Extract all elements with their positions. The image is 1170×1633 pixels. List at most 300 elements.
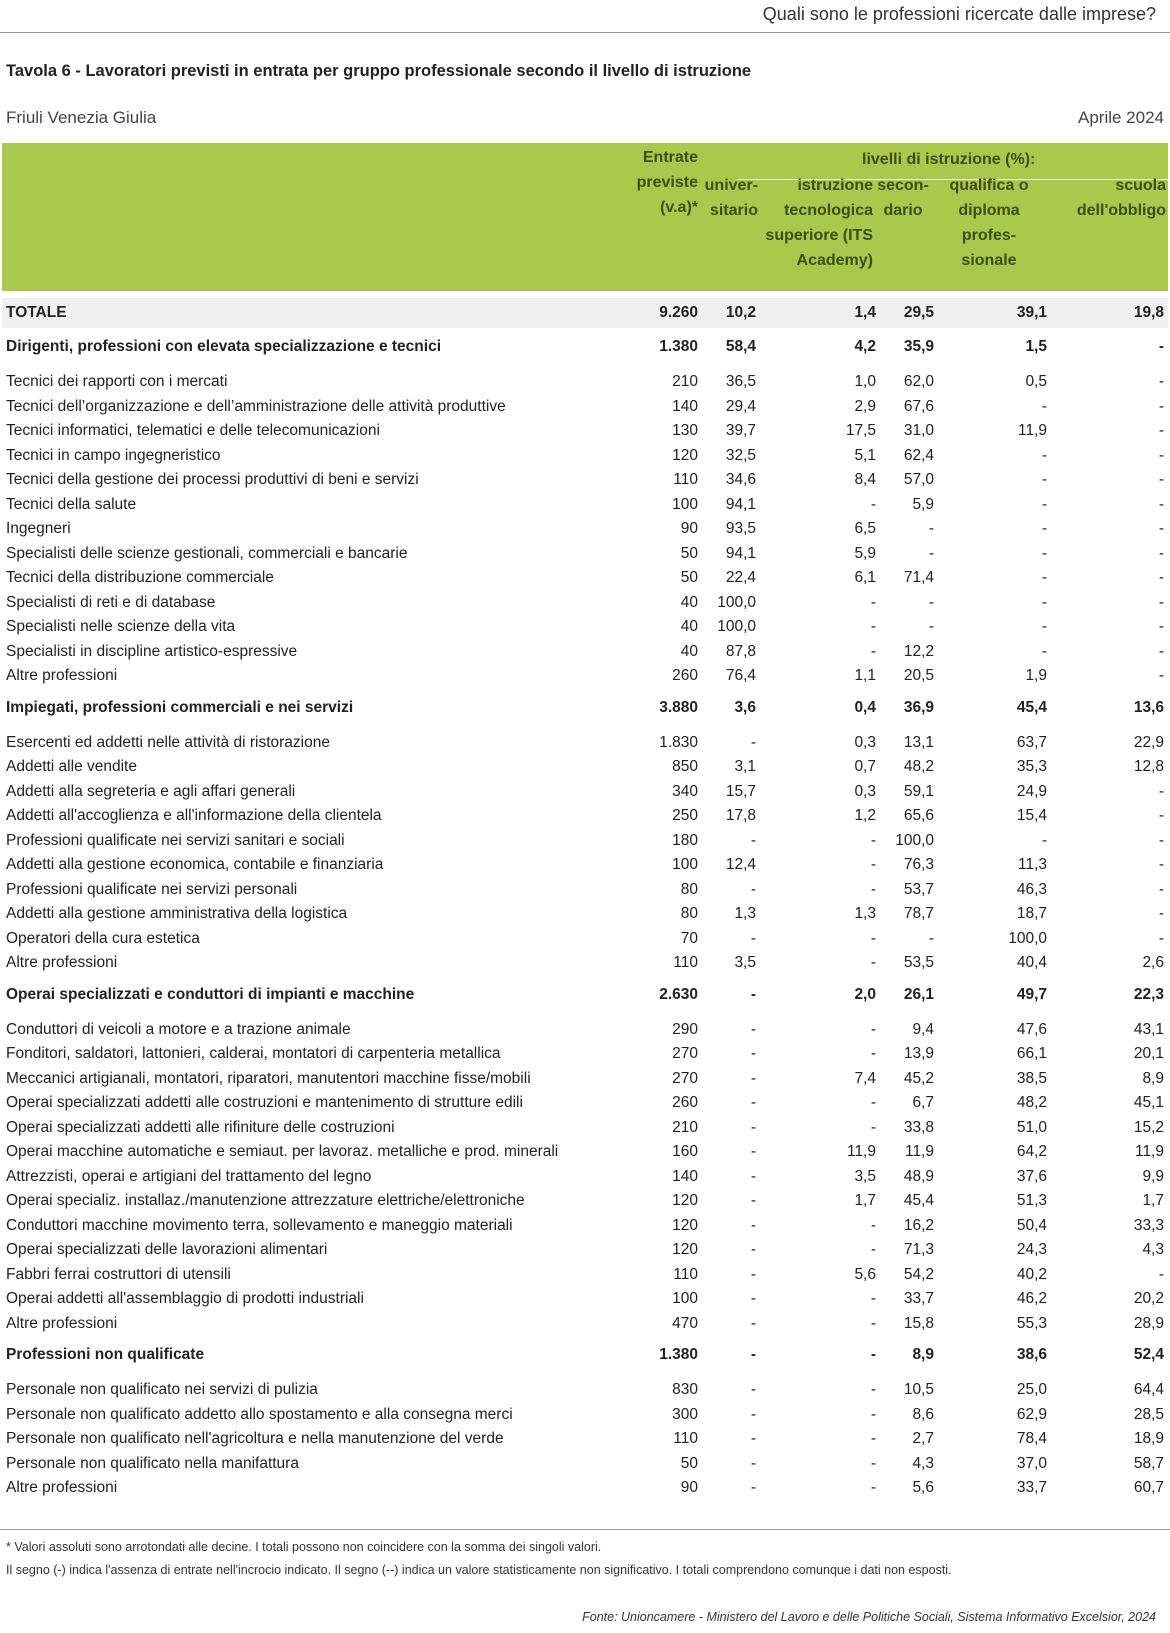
- table-row-value: -: [1158, 544, 1164, 562]
- table-row-value: 94,1: [725, 495, 756, 513]
- table-row-value: 29,4: [725, 397, 756, 415]
- table-row-label: Specialisti delle scienze gestionali, commerciali e bancarie: [6, 544, 408, 562]
- table-row-value: 4,3: [912, 1454, 934, 1472]
- table-row-value: -: [1158, 642, 1164, 660]
- table-row-value: 37,6: [1016, 1167, 1047, 1185]
- table-row-value: -: [1158, 569, 1164, 587]
- table-row-value: 65,6: [903, 807, 934, 825]
- table-row-value: 130: [672, 422, 698, 440]
- table-row-value: 62,0: [903, 373, 934, 391]
- table-row-value: -: [750, 1430, 756, 1448]
- table-row-value: -: [750, 1241, 756, 1259]
- table-row-value: 64,4: [1133, 1381, 1164, 1399]
- table-row-value: -: [1158, 831, 1164, 849]
- table-row-value: -: [750, 1479, 756, 1497]
- table-row-value: 39,7: [725, 422, 756, 440]
- table-row: [2, 1116, 1168, 1141]
- table-row-value: 15,4: [1016, 807, 1047, 825]
- header-obbligo: scuola dell'obbligo: [1076, 177, 1166, 219]
- table-row: [2, 1427, 1168, 1452]
- table-row-value: 5,6: [912, 1479, 934, 1497]
- table-row-value: 6,5: [854, 520, 876, 538]
- table-row-value: 100,0: [1008, 929, 1047, 947]
- table-row-label: Addetti alla segreteria e agli affari generali: [6, 782, 296, 800]
- table-row: [2, 902, 1168, 927]
- table-row-value: 2,6: [1142, 954, 1164, 972]
- group-row: [2, 976, 1168, 1014]
- table-row-value: -: [870, 1430, 876, 1448]
- table-row-value: 160: [672, 1143, 698, 1161]
- table-row-value: 45,1: [1133, 1094, 1164, 1112]
- table-row-value: 22,4: [725, 569, 756, 587]
- table-body: [2, 298, 1168, 1501]
- table-row-label: Tecnici della distribuzione commerciale: [6, 569, 274, 587]
- table-row-value: 5,6: [854, 1265, 876, 1283]
- group-row-value: 2.630: [659, 985, 698, 1003]
- group-row-value: 26,1: [903, 985, 934, 1003]
- group-row-value: 58,4: [725, 338, 756, 355]
- total-row-value: 10,2: [702, 298, 762, 328]
- table-row: [2, 1452, 1168, 1477]
- table-row: [2, 517, 1168, 542]
- table-row: [2, 542, 1168, 567]
- table-row-value: -: [1158, 782, 1164, 800]
- table-row-value: 250: [672, 807, 698, 825]
- table-row-value: 57,0: [903, 471, 934, 489]
- table-row-label: Operai specializzati addetti alle costruzioni e mantenimento di strutture edili: [6, 1094, 523, 1112]
- table-row-label: Fabbri ferrai costruttori di utensili: [6, 1265, 231, 1283]
- table-row-value: -: [750, 1167, 756, 1185]
- table-row-value: -: [1041, 544, 1047, 562]
- table-row-value: 120: [672, 1216, 698, 1234]
- table-row-value: -: [1041, 831, 1047, 849]
- table-row-value: -: [1041, 495, 1047, 513]
- table-row-label: Addetti all'accoglienza e all'informazione della clientela: [6, 807, 382, 825]
- table-row-label: Operatori della cura estetica: [6, 929, 200, 947]
- table-row-value: 53,7: [903, 880, 934, 898]
- table-row-label: Personale non qualificato nell'agricoltura e nella manutenzione del verde: [6, 1430, 504, 1448]
- table-row-value: 48,2: [903, 758, 934, 776]
- table-row-value: 3,5: [734, 954, 756, 972]
- table-row-value: -: [870, 1241, 876, 1259]
- table-row-value: -: [1158, 397, 1164, 415]
- table-row-value: 0,5: [1025, 373, 1047, 391]
- table-row-value: 100,0: [717, 593, 756, 611]
- table-row-value: -: [928, 593, 934, 611]
- table-row-value: 78,4: [1016, 1430, 1047, 1448]
- table-row-value: -: [870, 856, 876, 874]
- table-row-value: 5,1: [854, 446, 876, 464]
- group-row-value: 1.380: [659, 338, 698, 355]
- region-label: Friuli Venezia Giulia: [6, 108, 157, 127]
- group-row-value: 4,2: [854, 338, 876, 355]
- table-row: [2, 804, 1168, 829]
- table-row-value: 0,7: [854, 758, 876, 776]
- table-row-value: 1,1: [854, 667, 876, 685]
- table-row-value: -: [870, 1216, 876, 1234]
- table-row-value: 140: [672, 1167, 698, 1185]
- table-row-value: -: [870, 880, 876, 898]
- table-row-value: -: [1158, 807, 1164, 825]
- table-row-value: 1,9: [1025, 667, 1047, 685]
- table-row-value: -: [870, 1314, 876, 1332]
- table-row: [2, 951, 1168, 976]
- table-row-value: -: [750, 733, 756, 751]
- table-row-value: 5,9: [912, 495, 934, 513]
- table-row-value: 28,5: [1133, 1405, 1164, 1423]
- header-qualifica: qualifica o diploma profes- sionale: [949, 177, 1029, 269]
- table-row-value: 11,9: [904, 1143, 934, 1161]
- table-row-value: -: [1158, 446, 1164, 464]
- table-row-value: 50: [680, 544, 698, 562]
- table-row-value: 0,3: [854, 782, 876, 800]
- table-row-value: 25,0: [1016, 1381, 1047, 1399]
- table-row-value: -: [870, 593, 876, 611]
- table-row-value: 60,7: [1133, 1479, 1164, 1497]
- table-row-value: -: [750, 1045, 756, 1063]
- table-row-value: 93,5: [725, 520, 756, 538]
- table-row-value: -: [870, 642, 876, 660]
- group-row-label: Impiegati, professioni commerciali e nei servizi: [6, 698, 354, 716]
- table-row-value: -: [870, 1118, 876, 1136]
- table-row-value: -: [1158, 856, 1164, 874]
- table-row-value: 90: [680, 520, 698, 538]
- table-row-value: 32,5: [725, 446, 756, 464]
- table-row: [2, 444, 1168, 469]
- table-row-value: 100: [672, 1290, 698, 1308]
- table-row: [2, 395, 1168, 420]
- table-row-value: -: [1041, 593, 1047, 611]
- table-row-value: 67,6: [903, 397, 934, 415]
- table-row-value: 7,4: [854, 1069, 876, 1087]
- table-row-value: 43,1: [1133, 1020, 1164, 1038]
- table-row-value: 55,3: [1016, 1314, 1047, 1332]
- table-row-value: 40: [680, 642, 698, 660]
- group-row-value: 8,9: [912, 1346, 934, 1363]
- table-row-label: Specialisti nelle scienze della vita: [6, 618, 236, 636]
- table-row-value: 16,2: [903, 1216, 934, 1234]
- table-row-label: Operai addetti all'assemblaggio di prodotti industriali: [6, 1290, 364, 1308]
- table-row-value: -: [928, 929, 934, 947]
- table-row-label: Addetti alle vendite: [6, 758, 137, 776]
- table-row-value: 120: [672, 1241, 698, 1259]
- group-row-value: 2,0: [854, 985, 876, 1003]
- table-row-value: 53,5: [903, 954, 934, 972]
- table-row-value: 100,0: [717, 618, 756, 636]
- table-row-value: 35,3: [1016, 758, 1047, 776]
- table-row-value: 6,7: [912, 1094, 934, 1112]
- group-row-value: 22,3: [1133, 985, 1164, 1003]
- table-row-value: 100,0: [895, 831, 934, 849]
- total-row: [2, 298, 1168, 328]
- source-note: Fonte: Unioncamere - Ministero del Lavoro e delle Politiche Sociali, Sistema Informativo Excelsior, 2024: [582, 1610, 1156, 1624]
- table-row: [2, 1476, 1168, 1501]
- table-row-value: -: [1041, 642, 1047, 660]
- table-row-value: -: [870, 1094, 876, 1112]
- table-row-value: -: [870, 954, 876, 972]
- table-row-value: -: [750, 1454, 756, 1472]
- table-row: [2, 927, 1168, 952]
- table-row-value: 45,4: [903, 1192, 934, 1210]
- group-row: [2, 689, 1168, 727]
- table-row: [2, 878, 1168, 903]
- table-row-value: 17,8: [725, 807, 756, 825]
- group-row-value: 49,7: [1016, 985, 1047, 1003]
- total-row-value: 19,8: [1053, 298, 1168, 328]
- table-row-value: -: [750, 831, 756, 849]
- table-row-value: -: [750, 1265, 756, 1283]
- table-row-label: Tecnici in campo ingegneristico: [6, 446, 221, 464]
- table-row-value: 76,4: [725, 667, 756, 685]
- table-row-value: -: [870, 1381, 876, 1399]
- table-row-value: 76,3: [903, 856, 934, 874]
- table-row-value: 40,2: [1016, 1265, 1047, 1283]
- table-row-value: 13,1: [903, 733, 934, 751]
- table-row: [2, 1214, 1168, 1239]
- table-row-value: -: [750, 929, 756, 947]
- table-row-value: -: [1041, 397, 1047, 415]
- table-row-value: -: [870, 831, 876, 849]
- table-row-value: 51,0: [1016, 1118, 1047, 1136]
- table-row-value: 13,9: [903, 1045, 934, 1063]
- table-row-value: -: [1158, 593, 1164, 611]
- table-row-label: Esercenti ed addetti nelle attività di ristorazione: [6, 733, 330, 751]
- table-row-value: 18,7: [1016, 905, 1047, 923]
- table-row-value: 4,3: [1142, 1241, 1164, 1259]
- table-row-value: 10,5: [903, 1381, 934, 1399]
- table-row-label: Attrezzisti, operai e artigiani del trattamento del legno: [6, 1167, 372, 1185]
- table-row: [2, 727, 1168, 756]
- table-row-value: 110: [673, 471, 698, 489]
- table-row-value: 54,2: [903, 1265, 934, 1283]
- table-row-value: 51,3: [1016, 1192, 1047, 1210]
- table-row-value: 70: [680, 929, 698, 947]
- table-row-value: -: [870, 495, 876, 513]
- table-row-value: -: [1158, 373, 1164, 391]
- table-row-value: -: [928, 520, 934, 538]
- table-row-label: Personale non qualificato addetto allo spostamento e alla consegna merci: [6, 1405, 513, 1423]
- table-row: [2, 664, 1168, 689]
- table-row-value: 11,9: [1134, 1143, 1164, 1161]
- table-row-value: 71,3: [903, 1241, 934, 1259]
- group-row-label: Professioni non qualificate: [6, 1346, 205, 1363]
- table-row-label: Personale non qualificato nei servizi di pulizia: [6, 1381, 318, 1399]
- table-row-value: 110: [673, 1430, 698, 1448]
- table-row-label: Operai specializzati delle lavorazioni alimentari: [6, 1241, 328, 1259]
- table-row-value: 270: [672, 1069, 698, 1087]
- table-row-value: 260: [672, 1094, 698, 1112]
- table-row-value: 87,8: [725, 642, 756, 660]
- table-row-value: 24,3: [1016, 1241, 1047, 1259]
- table-row-value: 110: [673, 954, 698, 972]
- group-row-value: 3.880: [659, 698, 698, 716]
- table-row-value: 1.830: [659, 733, 698, 751]
- table-row-value: 66,1: [1016, 1045, 1047, 1063]
- table-row-value: 100: [672, 856, 698, 874]
- table-row: [2, 780, 1168, 805]
- table-row-label: Professioni qualificate nei servizi personali: [6, 880, 298, 898]
- table-row-value: 36,5: [725, 373, 756, 391]
- table-row-value: -: [750, 880, 756, 898]
- table-row-value: 2,7: [912, 1430, 934, 1448]
- table-header: [2, 143, 1168, 291]
- table-row-value: 2,9: [854, 397, 876, 415]
- table-row-value: 64,2: [1016, 1143, 1047, 1161]
- table-row-value: -: [750, 1405, 756, 1423]
- table-row-value: 20,2: [1133, 1290, 1164, 1308]
- table-row-label: Conduttori macchine movimento terra, sollevamento e maneggio materiali: [6, 1216, 513, 1234]
- table-row-value: 850: [672, 758, 698, 776]
- table-row-value: -: [750, 1143, 756, 1161]
- table-row-label: Meccanici artigianali, montatori, riparatori, manutentori macchine fisse/mobili: [6, 1069, 531, 1087]
- table-row-value: -: [750, 1381, 756, 1399]
- table-row-value: -: [1041, 569, 1047, 587]
- table-row: [2, 1042, 1168, 1067]
- table-row-value: -: [870, 1290, 876, 1308]
- group-row-value: 52,4: [1133, 1346, 1164, 1363]
- table-row-value: -: [750, 1314, 756, 1332]
- table-row-value: 8,4: [854, 471, 876, 489]
- table-row-value: -: [1158, 495, 1164, 513]
- table-row-value: 11,9: [1017, 422, 1047, 440]
- total-row-label: TOTALE: [2, 298, 642, 328]
- table-row-value: -: [928, 618, 934, 636]
- total-row-value: 1,4: [762, 298, 880, 328]
- table-row-label: Conduttori di veicoli a motore e a trazione animale: [6, 1020, 351, 1038]
- table-row-value: 470: [672, 1314, 698, 1332]
- table-row-value: 63,7: [1016, 733, 1047, 751]
- table-row-value: 290: [672, 1020, 698, 1038]
- table-title: Tavola 6 - Lavoratori previsti in entrata per gruppo professionale secondo il livello di istruzione: [6, 62, 752, 80]
- bottom-divider: [0, 1529, 1170, 1530]
- table-row-value: 3,5: [854, 1167, 876, 1185]
- section-title: Quali sono le professioni ricercate dalle imprese?: [762, 4, 1156, 24]
- table-row: [2, 1189, 1168, 1214]
- table-row-value: 59,1: [903, 782, 934, 800]
- table-row-label: Tecnici dei rapporti con i mercati: [6, 373, 228, 391]
- table-row-value: -: [750, 1020, 756, 1038]
- group-row-value: -: [750, 1346, 756, 1363]
- table-row-value: 11,9: [846, 1143, 876, 1161]
- table-row-value: 270: [672, 1045, 698, 1063]
- table-row: [2, 1287, 1168, 1312]
- table-row-label: Ingegneri: [6, 520, 71, 538]
- group-row-value: 38,6: [1016, 1346, 1047, 1363]
- table-row-value: 1,3: [734, 905, 756, 923]
- table-row-value: 48,2: [1016, 1094, 1047, 1112]
- table-row-label: Operai specializzati addetti alle rifiniture delle costruzioni: [6, 1118, 395, 1136]
- group-row-value: -: [750, 985, 756, 1003]
- table-row: [2, 1238, 1168, 1263]
- table-row-value: 1,3: [854, 905, 876, 923]
- table-row: [2, 1263, 1168, 1288]
- table-row: [2, 1165, 1168, 1190]
- header-its: istruzione tecnologica superiore (ITS Academy): [765, 177, 873, 269]
- group-row-value: 13,6: [1133, 698, 1164, 716]
- table-row-value: 20,1: [1133, 1045, 1164, 1063]
- table-row-label: Addetti alla gestione amministrativa della logistica: [6, 905, 348, 923]
- table-row-value: -: [870, 1454, 876, 1472]
- table-row-value: 48,9: [903, 1167, 934, 1185]
- group-row-value: 1,5: [1025, 338, 1047, 355]
- table-row-value: -: [870, 929, 876, 947]
- table-row: [2, 1091, 1168, 1116]
- table-row-value: 62,9: [1016, 1405, 1047, 1423]
- table-row: [2, 829, 1168, 854]
- table-row-value: 40: [680, 593, 698, 611]
- table-row-label: Fonditori, saldatori, lattonieri, calderai, montatori di carpenteria metallica: [6, 1045, 501, 1063]
- table-row-value: 45,2: [903, 1069, 934, 1087]
- table-row-value: 12,2: [903, 642, 934, 660]
- table-row-value: 340: [672, 782, 698, 800]
- table-row-value: -: [1041, 618, 1047, 636]
- table-row-value: 260: [672, 667, 698, 685]
- table-row-value: 210: [672, 1118, 698, 1136]
- table-row-value: 80: [680, 880, 698, 898]
- table-row-label: Addetti alla gestione economica, contabile e finanziaria: [6, 856, 384, 874]
- table-row-value: -: [1158, 929, 1164, 947]
- data-table: [2, 298, 1168, 1501]
- table-row-value: -: [870, 1405, 876, 1423]
- table-row-value: -: [1158, 905, 1164, 923]
- table-row-value: 1,0: [854, 373, 876, 391]
- top-divider: [0, 32, 1170, 33]
- table-row-value: -: [750, 1290, 756, 1308]
- table-row-value: 71,4: [903, 569, 934, 587]
- table-row-value: 34,6: [725, 471, 756, 489]
- total-row-value: 29,5: [880, 298, 938, 328]
- table-row-value: -: [750, 1192, 756, 1210]
- table-row-value: 31,0: [903, 422, 934, 440]
- table-row-value: 90: [680, 1479, 698, 1497]
- table-row: [2, 366, 1168, 395]
- table-row-value: 46,2: [1016, 1290, 1047, 1308]
- table-row-value: 22,9: [1133, 733, 1164, 751]
- date-label: Aprile 2024: [1077, 108, 1164, 127]
- header-secondario: secon- dario: [877, 177, 929, 219]
- footnote-signs: Il segno (-) indica l'assenza di entrate nell'incrocio indicato. Il segno (--) indica un valore statisticamente non significativo. I totali comprendono comunque i dati non esposti.: [6, 1563, 952, 1577]
- table-row-value: 40: [680, 618, 698, 636]
- table-row-value: 210: [672, 373, 698, 391]
- table-row-value: -: [870, 1020, 876, 1038]
- table-row-value: -: [750, 1216, 756, 1234]
- table-row-label: Tecnici dell’organizzazione e dell’amministrazione delle attività produttive: [6, 397, 506, 415]
- total-row-value: 39,1: [938, 298, 1053, 328]
- table-row-value: 5,9: [854, 544, 876, 562]
- table-row-value: 78,7: [903, 905, 934, 923]
- table-row-label: Tecnici informatici, telematici e delle telecomunicazioni: [6, 422, 380, 440]
- table-row-value: 1,7: [1142, 1192, 1164, 1210]
- table-row-value: 40,4: [1016, 954, 1047, 972]
- group-row: [2, 328, 1168, 366]
- table-row: [2, 1374, 1168, 1403]
- table-row-value: -: [1158, 618, 1164, 636]
- table-row-value: 9,9: [1142, 1167, 1164, 1185]
- table-row: [2, 493, 1168, 518]
- table-row-label: Operai macchine automatiche e semiaut. per lavoraz. metalliche e prod. minerali: [6, 1143, 559, 1161]
- group-row-value: 45,4: [1016, 698, 1047, 716]
- table-row-value: 11,3: [1017, 856, 1047, 874]
- table-row-value: 18,9: [1133, 1430, 1164, 1448]
- table-row-value: -: [1158, 422, 1164, 440]
- table-row-value: 15,2: [1133, 1118, 1164, 1136]
- table-row: [2, 419, 1168, 444]
- table-row-value: 0,3: [854, 733, 876, 751]
- table-row: [2, 853, 1168, 878]
- table-row-value: 3,1: [734, 758, 756, 776]
- table-row: [2, 566, 1168, 591]
- table-row-value: 15,8: [903, 1314, 934, 1332]
